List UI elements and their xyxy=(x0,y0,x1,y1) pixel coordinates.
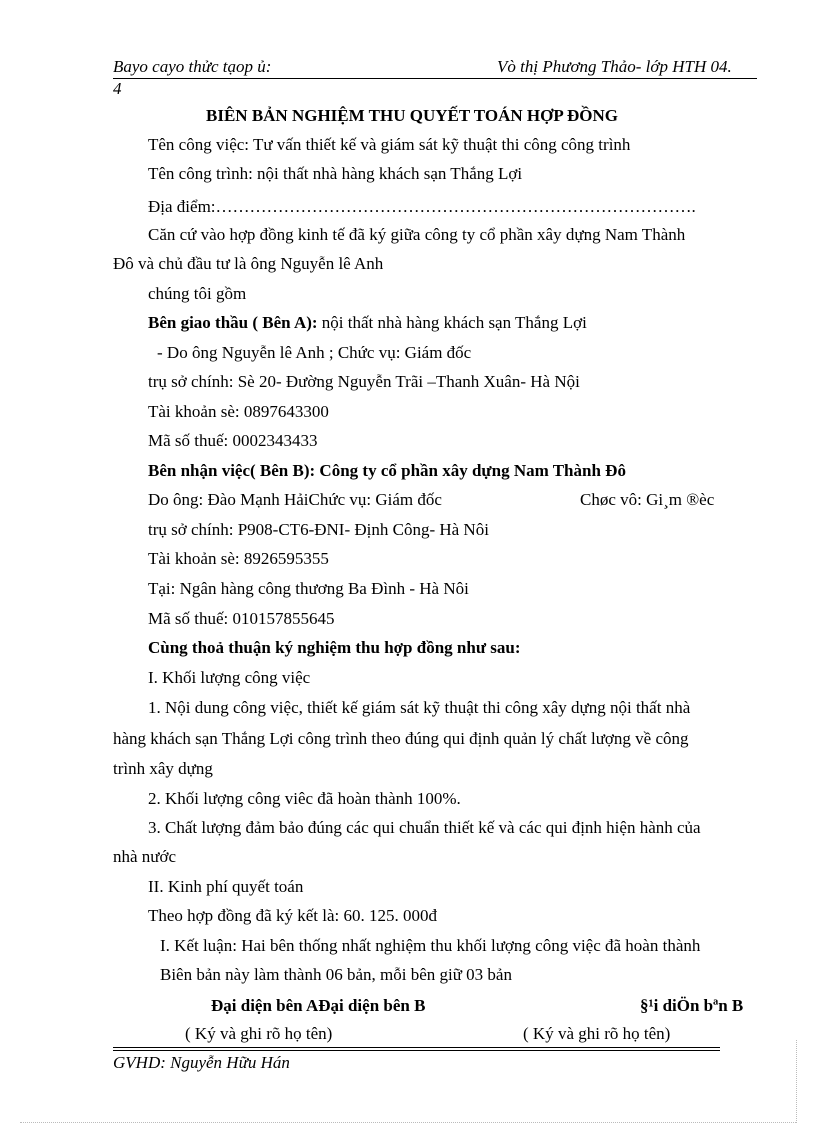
page-right-edge xyxy=(796,1040,797,1123)
line-cong-trinh: Tên công trình: nội thất nhà hàng khách sạn Thắng Lợi xyxy=(148,164,523,183)
item-3-line-2: nhà nước xyxy=(113,847,177,866)
signature-right-title: §¹i diÖn bªn B xyxy=(640,996,744,1015)
line-ben-a xyxy=(148,313,587,333)
footer-supervisor: GVHD: Nguyễn Hữu Hán xyxy=(113,1053,290,1072)
line-ben-b-bank: Tại: Ngân hàng công thương Ba Đình - Hà Nôi xyxy=(148,579,469,598)
footer-rule-bottom xyxy=(113,1050,720,1051)
header-rule xyxy=(113,78,757,79)
ben-a-name: nội thất nhà hàng khách sạn Thắng Lợi xyxy=(317,313,587,332)
line-ben-b-addr: trụ sở chính: P908-CT6-ĐNI- Định Công- Hà Nôi xyxy=(148,520,489,539)
section-1-heading: I. Khối lượng công việc xyxy=(148,668,311,687)
line-can-cu-2: Đô và chủ đầu tư là ông Nguyễn lê Anh xyxy=(113,254,384,273)
line-ben-b-tax: Mã số thuế: 010157855645 xyxy=(148,609,335,628)
header-right: Vò thị Phương Thảo- lớp HTH 04. xyxy=(497,57,732,76)
line-bien-ban: Biên bản này làm thành 06 bản, mỗi bên giữ 03 bản xyxy=(160,965,512,984)
page-title: BIÊN BẢN NGHIỆM THU QUYẾT TOÁN HỢP ĐỒNG xyxy=(206,106,619,125)
item-2: 2. Khối lượng công viêc đã hoàn thành 100%. xyxy=(148,789,461,808)
item-3-line-1: 3. Chất lượng đảm bảo đúng các qui chuẩn thiết kế và các qui định hiện hành của xyxy=(148,818,701,837)
signature-right-note: ( Ký và ghi rõ họ tên) xyxy=(523,1024,671,1043)
line-ben-b-rep: Do ông: Đào Mạnh HảiChức vụ: Giám đốc xyxy=(148,490,442,509)
line-can-cu-1: Căn cứ vào hợp đồng kinh tế đã ký giữa công ty cổ phần xây dựng Nam Thành xyxy=(148,225,686,244)
ben-a-label: Bên giao thầu ( Bên A): xyxy=(148,313,318,332)
signature-left-title: Đại diện bên AĐại diện bên B xyxy=(211,996,426,1015)
line-cong-viec: Tên công việc: Tư vấn thiết kế và giám sát kỹ thuật thi công công trình xyxy=(148,135,631,154)
item-1-line-3: trình xây dựng xyxy=(113,759,213,778)
line-dia-diem: Địa điểm:…………………………………………………………………………. xyxy=(148,197,696,216)
line-kinh-phi: Theo hợp đồng đã ký kết là: 60. 125. 000đ xyxy=(148,906,437,925)
line-ben-a-addr: trụ sở chính: Sè 20- Đường Nguyễn Trãi –Thanh Xuân- Hà Nội xyxy=(148,372,580,391)
line-ben-a-tax: Mã số thuế: 0002343433 xyxy=(148,431,318,450)
line-ben-b-acct: Tài khoản sè: 8926595355 xyxy=(148,549,329,568)
line-ben-a-rep: - Do ông Nguyễn lê Anh ; Chức vụ: Giám đốc xyxy=(157,343,472,362)
header-page-suffix: 4 xyxy=(113,79,122,98)
line-chung-toi: chúng tôi gồm xyxy=(148,284,247,303)
line-thoa-thuan: Cùng thoả thuận ký nghiệm thu hợp đồng như sau: xyxy=(148,638,521,657)
signature-left-note: ( Ký và ghi rõ họ tên) xyxy=(185,1024,333,1043)
line-ket-luan: I. Kết luận: Hai bên thống nhất nghiệm thu khối lượng công việc đã hoàn thành xyxy=(160,936,701,955)
header-left: Bayo cayo thửc tạop ủ: xyxy=(113,57,272,76)
item-1-line-1: 1. Nội dung công việc, thiết kế giám sát kỹ thuật thi công xây dựng nội thất nhà xyxy=(148,698,691,717)
footer-rule-top xyxy=(113,1047,720,1048)
line-ben-a-acct: Tài khoản sè: 0897643300 xyxy=(148,402,329,421)
section-2-heading: II. Kinh phí quyết toán xyxy=(148,877,304,896)
line-ben-b-rep-right: Chøc vô: Gi¸m ®èc xyxy=(580,490,715,509)
item-1-line-2: hàng khách sạn Thắng Lợi công trình theo đúng qui định quản lý chất lượng về công xyxy=(113,729,689,748)
line-ben-b: Bên nhận việc( Bên B): Công ty cổ phần xây dựng Nam Thành Đô xyxy=(148,461,626,480)
